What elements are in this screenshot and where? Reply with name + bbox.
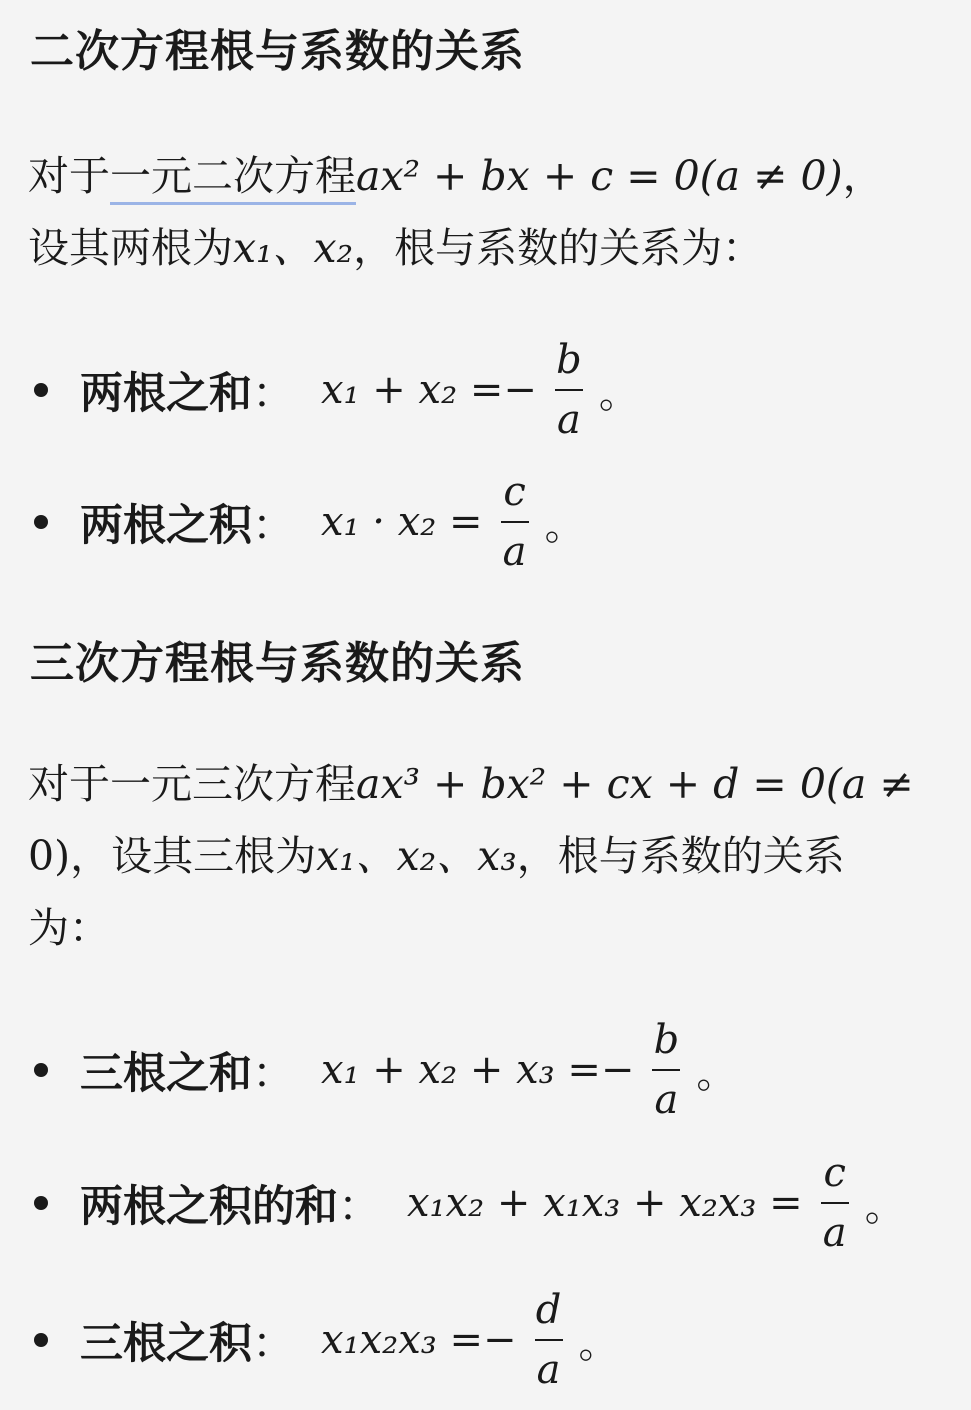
list-item — [0, 1000, 960, 1140]
denominator: a — [654, 1077, 679, 1123]
underlined-term-link[interactable]: 一元二次方程 — [110, 152, 356, 205]
numerator: b — [556, 337, 582, 383]
fraction — [555, 337, 583, 443]
section-heading-cubic: 三次方程根与系数的关系 — [30, 638, 525, 689]
numerator: b — [653, 1017, 680, 1063]
formula-lhs: x₁x₂ + x₁x₃ + x₂x₃ = — [407, 1180, 803, 1226]
intro-line3: 为： — [28, 904, 110, 952]
quadratic-intro — [28, 140, 948, 284]
item-end: 。 — [864, 1183, 905, 1230]
list-item — [0, 1133, 960, 1273]
item-colon: ： — [252, 1048, 295, 1099]
bullet-dot — [34, 1063, 48, 1077]
fraction-bar — [535, 1339, 563, 1341]
item-label: 三根之积 — [80, 1318, 252, 1369]
quadratic-equation: ax² + bx + c = 0(a ≠ 0) — [356, 152, 843, 200]
list-item — [0, 452, 960, 592]
bullet-dot — [34, 1333, 48, 1347]
fraction-bar — [555, 389, 583, 391]
item-end: 。 — [598, 370, 639, 417]
item-label: 三根之和 — [80, 1048, 252, 1099]
intro-line2-pre: 设其两根为 — [28, 224, 233, 272]
item-colon: ： — [252, 368, 295, 419]
roots: x₁、x₂ — [233, 224, 354, 272]
intro-post: ， — [842, 152, 884, 200]
denominator: a — [502, 529, 527, 575]
list-item — [0, 1270, 960, 1410]
intro-line2-post: ，根与系数的关系 — [516, 832, 845, 880]
item-label: 两根之积 — [80, 500, 252, 551]
formula-lhs: x₁ + x₂ =− — [321, 367, 537, 413]
denominator: a — [536, 1347, 561, 1393]
formula-lhs: x₁ · x₂ = — [321, 499, 483, 545]
formula-lhs: x₁ + x₂ + x₃ =− — [321, 1047, 635, 1093]
cubic-equation-cont: 0) — [28, 832, 71, 880]
fraction-bar — [821, 1202, 849, 1204]
cubic-intro — [28, 748, 948, 964]
fraction-bar — [652, 1069, 680, 1071]
numerator: c — [503, 469, 526, 515]
fraction — [821, 1150, 849, 1256]
item-label: 两根之积的和 — [80, 1181, 338, 1232]
denominator: a — [556, 397, 581, 443]
fraction — [535, 1287, 563, 1393]
bullet-dot — [34, 1196, 48, 1210]
item-label: 两根之和 — [80, 368, 252, 419]
item-end: 。 — [696, 1050, 737, 1097]
denominator: a — [822, 1210, 847, 1256]
bullet-dot — [34, 383, 48, 397]
list-item — [0, 320, 960, 460]
roots: x₁、x₂、x₃ — [316, 832, 517, 880]
item-end: 。 — [578, 1320, 619, 1367]
fraction — [652, 1017, 680, 1123]
cubic-equation: ax³ + bx² + cx + d = 0(a ≠ — [356, 760, 914, 808]
bullet-dot — [34, 515, 48, 529]
intro-pre: 对于 — [28, 152, 110, 200]
formula-lhs: x₁x₂x₃ =− — [321, 1317, 517, 1363]
numerator: d — [535, 1287, 562, 1333]
item-end: 。 — [544, 502, 585, 549]
fraction-bar — [501, 521, 529, 523]
intro-line2-pre: ，设其三根为 — [70, 832, 317, 880]
intro-line2-post: ，根与系数的关系为： — [353, 224, 764, 272]
intro-pre: 对于一元三次方程 — [28, 760, 356, 808]
section-heading-quadratic: 二次方程根与系数的关系 — [30, 26, 525, 77]
numerator: c — [823, 1150, 846, 1196]
item-colon: ： — [338, 1181, 381, 1232]
item-colon: ： — [252, 500, 295, 551]
item-colon: ： — [252, 1318, 295, 1369]
fraction — [501, 469, 529, 575]
